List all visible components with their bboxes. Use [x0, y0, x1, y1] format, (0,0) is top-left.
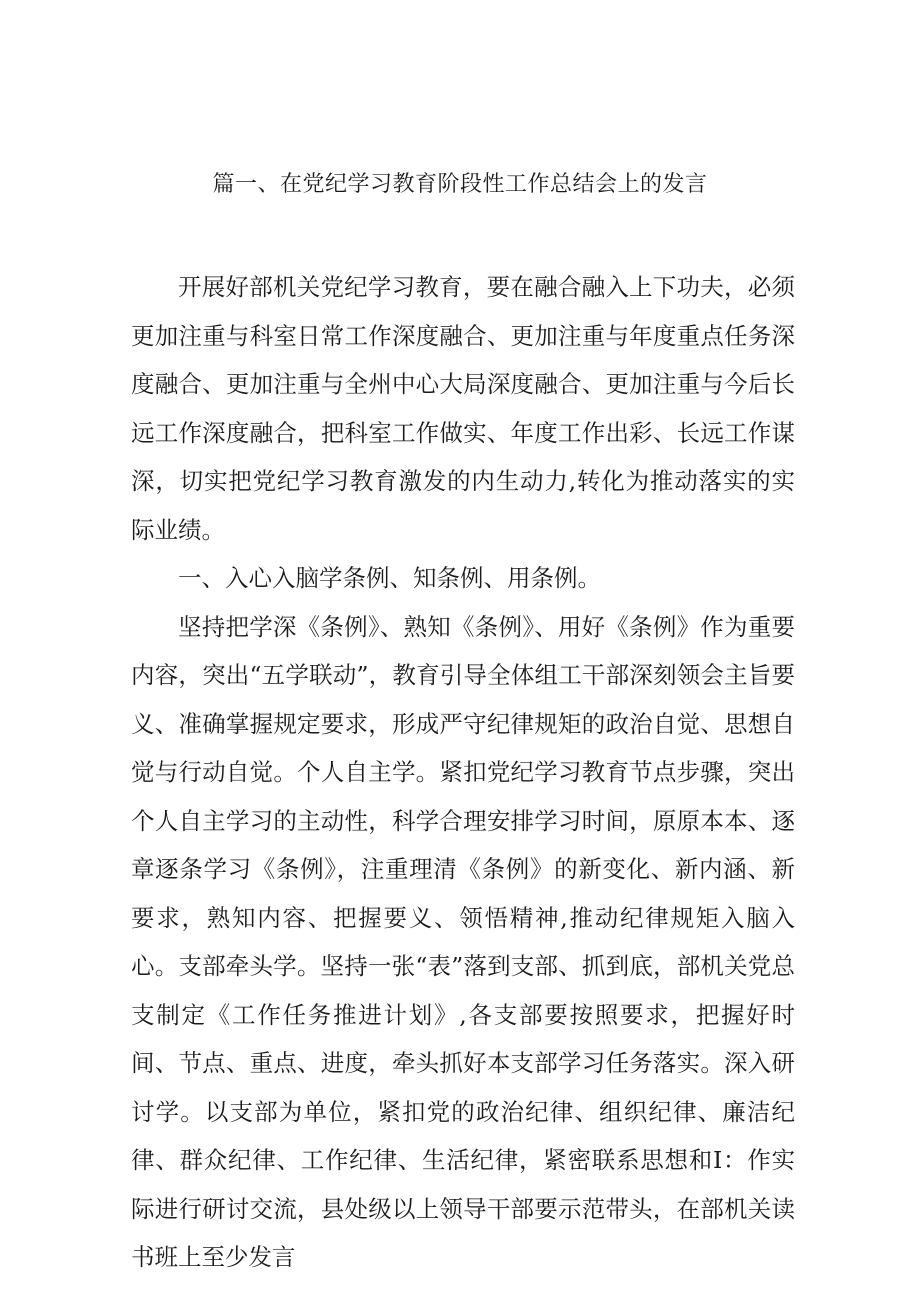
paragraph-intro: 开展好部机关党纪学习教育，要在融合融入上下功夫，必须更加注重与科室日常工作深度融合、更加注重与年度重点任务深度融合、更加注重与全州中心大局深度融合、更加注重与今后长远工作深度融合，把科室工作做实、年度工作出彩、长远工作谋深，切实把党纪学习教育激发的内生动力,转化为推动落实的实际业绩。 — [131, 273, 795, 544]
document-body — [131, 263, 795, 1282]
paragraph-body-1: 坚持把学深《条例》、熟知《条例》、用好《条例》作为重要内容，突出“五学联动”，教育引导全体组工干部深刻领会主旨要义、准确掌握规定要求，形成严守纪律规矩的政治自觉、思想自觉与行动自觉。个人自主学。紧扣党纪学习教育节点步骤，突出个人自主学习的主动性，科学合理安排学习时间，原原本本、逐章逐条学习《条例》，注重理清《条例》的新变化、新内涵、新要求，熟知内容、把握要义、领悟精神,推动纪律规矩入脑入心。支部牵头学。坚持一张“表”落到支部、抓到底，部机关党总支制定《工作任务推进计划》,各支部要按照要求，把握好时间、节点、重点、进度，牵头抓好本支部学习任务落实。深入研讨学。以支部为单位，紧扣党的政治纪律、组织纪律、廉洁纪律、群众纪律、工作纪律、生活纪律，紧密联系思想和I：作实际进行研讨交流，县处级以上领导干部要示范带头，在部机关读书班上至少发言 — [131, 612, 795, 1271]
paragraph-heading-1: 一、入心入脑学条例、知条例、用条例。 — [178, 564, 601, 592]
document-title: 篇一、在党纪学习教育阶段性工作总结会上的发言 — [212, 172, 708, 197]
